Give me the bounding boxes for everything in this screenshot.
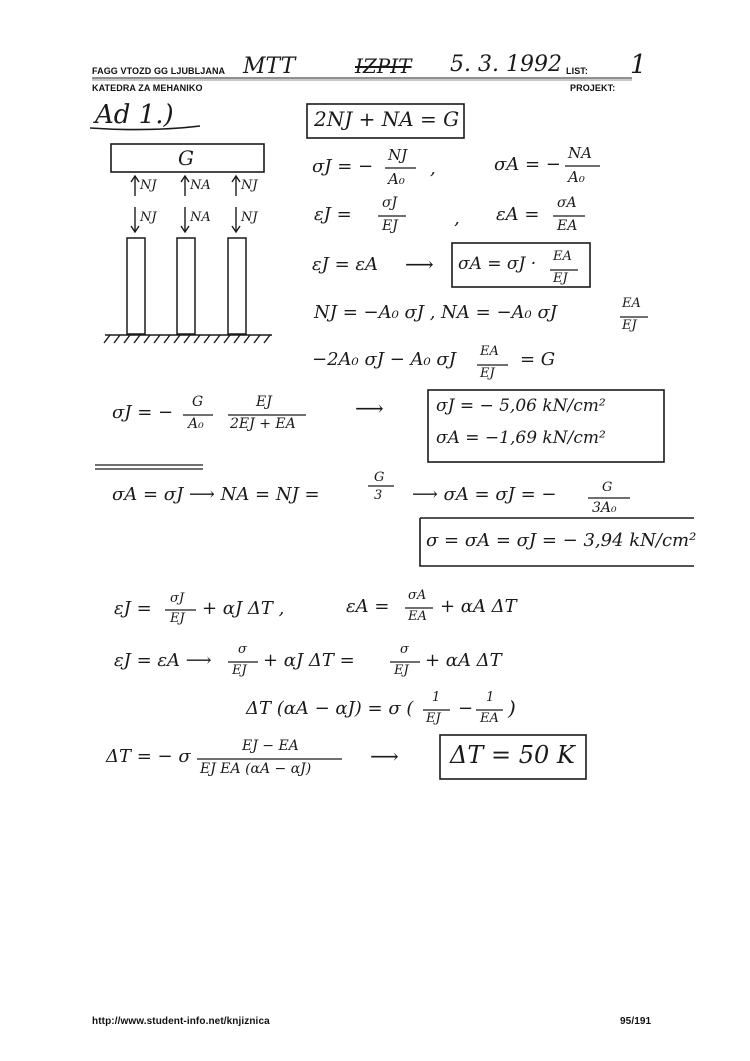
sigma-j-den: A₀: [388, 170, 405, 188]
comma-1: ,: [430, 158, 436, 179]
sj-a0: A₀: [188, 416, 204, 432]
sj-lhs: σJ = −: [112, 402, 174, 423]
ground-support: [104, 335, 272, 343]
eps-a-num: σA: [557, 195, 577, 211]
forces-eq: NJ = −A₀ σJ , NA = −A₀ σJ: [314, 302, 557, 323]
sum-num: EA: [480, 344, 499, 359]
delta-d1: EJ: [426, 711, 441, 726]
thermal-eps-j: εJ =: [114, 598, 152, 619]
equal-case-2: ⟶ σA = σJ = −: [412, 484, 557, 505]
load-label: G: [178, 146, 194, 170]
compat-arrow: ⟶: [405, 252, 434, 276]
sigma-a-num: NA: [568, 144, 592, 162]
eps-j-den: EJ: [382, 218, 398, 234]
equal-3: 3: [374, 488, 383, 503]
sum-den: EJ: [480, 366, 495, 381]
compat-den-2: EJ: [394, 663, 409, 678]
footer-page: 95/191: [620, 1016, 652, 1027]
thermal-den-2: EA: [408, 609, 427, 624]
list-value: 1: [630, 50, 647, 80]
eps-a-den: EA: [557, 218, 578, 234]
sigma-j-lhs: σJ = −: [312, 156, 374, 177]
equal-3a0: 3A₀: [592, 500, 617, 516]
compat-num-2: σ: [400, 642, 409, 657]
force-down-middle: NA: [190, 210, 211, 225]
equal-g-2: G: [602, 480, 613, 495]
delta-n1: 1: [432, 690, 441, 705]
sj-den: 2EJ + EA: [230, 416, 296, 432]
sj-ej: EJ: [256, 394, 272, 410]
compat-mid: + αJ ΔT =: [263, 650, 355, 671]
sum-left: −2A₀ σJ − A₀ σJ: [312, 349, 456, 370]
sigma-a-den: A₀: [568, 168, 585, 186]
delta-d2: EA: [480, 711, 499, 726]
equal-case: σA = σJ ⟶ NA = NJ =: [112, 484, 320, 505]
subject-handwritten: MTT: [243, 54, 296, 79]
sigma-a-lhs: σA = −: [494, 154, 561, 175]
institution-label: FAGG VTOZD GG LJUBLJANA: [92, 66, 226, 76]
thermal-num-2: σA: [408, 588, 427, 603]
date-handwritten: 5. 3. 1992: [450, 52, 562, 77]
columns: [127, 238, 246, 334]
forces-num: EA: [622, 296, 641, 311]
thermal-plus-2: + αA ΔT: [440, 596, 517, 617]
compat-eq: εJ = εA: [312, 254, 379, 275]
exam-handwritten: IZPIT: [355, 54, 412, 78]
list-label: LIST:: [566, 66, 588, 76]
delta-n2: 1: [486, 690, 495, 705]
sum-right: = G: [520, 349, 556, 370]
final-den: EJ EA (αA − αJ): [200, 761, 312, 777]
comma-2: ,: [454, 208, 460, 229]
force-down-left: NJ: [140, 210, 157, 225]
sigma-j-num: NJ: [388, 146, 408, 164]
compat-num-1: σ: [238, 642, 247, 657]
result-sigma-a: σA = σJ ·: [458, 254, 537, 274]
delta-lhs: ΔT (αA − αJ) = σ (: [246, 698, 414, 719]
project-label: PROJEKT:: [570, 83, 616, 93]
delta-minus: −: [458, 698, 474, 719]
sj-g: G: [192, 394, 204, 410]
force-up-middle: NA: [190, 178, 211, 193]
equal-g: G: [374, 470, 385, 485]
eps-j-lhs: εJ =: [314, 204, 352, 225]
eps-a-lhs: εA =: [496, 204, 540, 225]
final-num: EJ − EA: [242, 738, 299, 754]
thermal-eps-a: εA =: [346, 596, 390, 617]
column-left: [127, 238, 145, 334]
department-label: KATEDRA ZA MEHANIKO: [92, 83, 203, 93]
footer-url: http://www.student-info.net/knjiznica: [92, 1016, 270, 1027]
force-down-right: NJ: [241, 210, 258, 225]
result-sigma-equal: σ = σA = σJ = − 3,94 kN/cm²: [426, 530, 697, 551]
thermal-num-1: σJ: [170, 591, 185, 606]
result-sigma-j: σJ = − 5,06 kN/cm²: [436, 396, 606, 416]
compat-den-1: EJ: [232, 663, 247, 678]
result-sigma-a-value: σA = −1,69 kN/cm²: [436, 428, 606, 448]
column-right: [228, 238, 246, 334]
forces-den: EJ: [622, 318, 637, 333]
final-lhs: ΔT = − σ: [106, 746, 191, 767]
eps-j-num: σJ: [382, 195, 398, 211]
arrow-results: ⟶: [355, 396, 384, 420]
compat-end: + αA ΔT: [425, 650, 502, 671]
force-up-left: NJ: [140, 178, 157, 193]
final-arrow: ⟶: [370, 744, 399, 768]
column-middle: [177, 238, 195, 334]
final-result: ΔT = 50 K: [450, 741, 575, 769]
thermal-plus-1: + αJ ΔT ,: [202, 598, 285, 619]
equation-equilibrium: 2NJ + NA = G: [314, 107, 460, 131]
result-sigma-num: EA: [553, 249, 572, 264]
result-sigma-den: EJ: [553, 271, 568, 286]
section-title: Ad 1.): [95, 100, 174, 130]
force-up-right: NJ: [241, 178, 258, 193]
thermal-den-1: EJ: [170, 611, 185, 626]
compat-thermal: εJ = εA ⟶: [114, 650, 212, 671]
delta-end: ): [508, 696, 516, 720]
